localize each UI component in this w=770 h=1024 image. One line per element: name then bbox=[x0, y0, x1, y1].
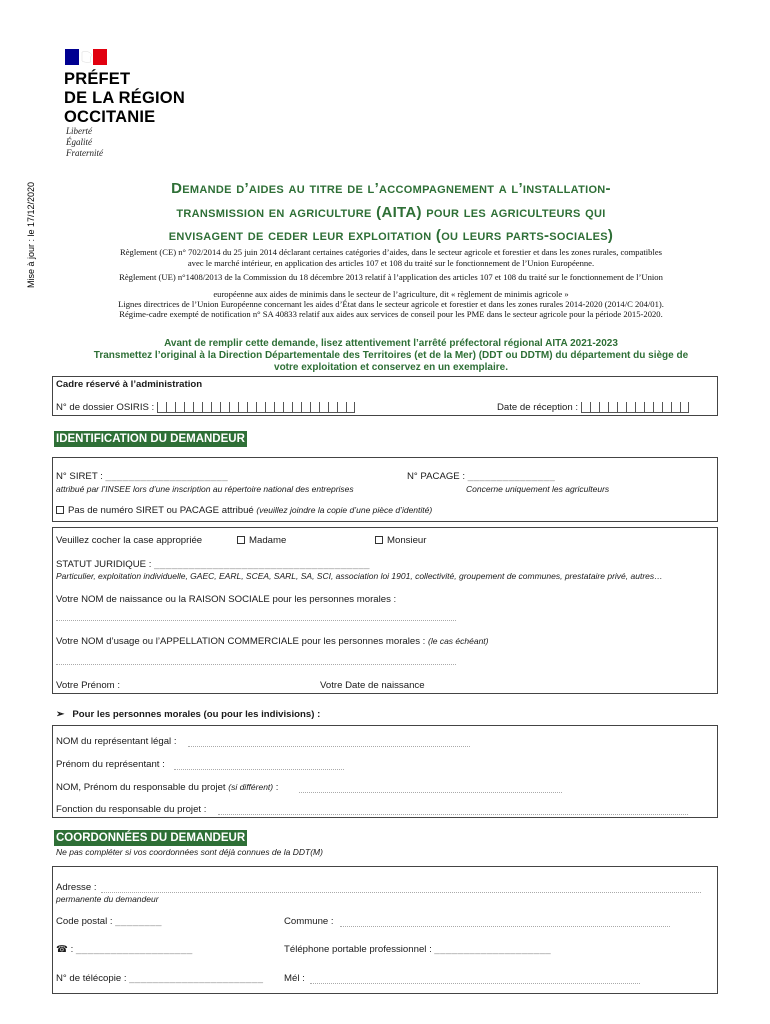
regulation-4: Régime-cadre exempté de notification n° SA 40833 relatif aux aides aux services de conseil pour les PME dans le secteur agricole pour la période 2015-2020. bbox=[119, 309, 663, 319]
logo-line-1: PRÉFET bbox=[64, 70, 131, 88]
motto-fraternite: Fraternité bbox=[66, 148, 103, 158]
siret-note: attribué par l’INSEE lors d’une inscription au répertoire national des entreprises bbox=[56, 484, 354, 494]
personnes-morales-box bbox=[52, 725, 718, 818]
mobile-label: Téléphone portable professionnel : bbox=[284, 944, 432, 955]
telephone-field[interactable] bbox=[56, 944, 193, 956]
admin-heading: Cadre réservé à l’administration bbox=[56, 379, 203, 390]
nom-usage-input[interactable] bbox=[56, 664, 456, 665]
representant-nom-input[interactable] bbox=[188, 746, 470, 747]
motto-egalite: Égalité bbox=[66, 137, 92, 147]
monsieur-label: Monsieur bbox=[387, 535, 427, 546]
no-number-note: (veuillez joindre la copie d’une pièce d’identité) bbox=[256, 505, 433, 515]
responsable-nom-field[interactable]: NOM, Prénom du responsable du projet (si différent) : bbox=[56, 782, 278, 794]
naissance-label: Votre Date de naissance bbox=[320, 680, 425, 691]
osiris-label: N° de dossier OSIRIS : bbox=[56, 402, 155, 414]
prefet-logo-text bbox=[64, 70, 185, 127]
no-number-option[interactable] bbox=[56, 505, 432, 517]
nom-usage-field bbox=[56, 636, 489, 648]
representant-prenom-input[interactable] bbox=[174, 769, 344, 770]
notice-line-2: Transmettez l’original à la Direction Départementale des Territoires (et de la Mer) (DDT ou DDTM) du département du siège de bbox=[93, 350, 689, 361]
update-date: Mise à jour : le 17/12/2020 bbox=[26, 181, 36, 288]
fax-field[interactable] bbox=[56, 973, 263, 985]
reception-cells[interactable] bbox=[581, 402, 689, 413]
logo-line-3: OCCITANIE bbox=[64, 108, 156, 126]
commune-label: Commune : bbox=[284, 916, 334, 927]
code-postal-field[interactable] bbox=[56, 916, 162, 928]
regulation-2b: européenne aux aides de minimis dans le secteur de l’agriculture, dit « règlement de minimis agricole » bbox=[213, 289, 569, 299]
no-number-label: Pas de numéro SIRET ou PACAGE attribué bbox=[68, 505, 254, 516]
logo-line-2: DE LA RÉGION bbox=[64, 89, 185, 107]
representant-nom-field[interactable] bbox=[56, 736, 177, 748]
siret-box bbox=[52, 457, 718, 522]
section-identification: IDENTIFICATION DU DEMANDEUR bbox=[56, 433, 245, 445]
notice-line-1: Avant de remplir cette demande, lisez attentivement l’arrêté préfectoral régional AITA 2021-2023 bbox=[164, 338, 618, 349]
code-postal-label: Code postal : bbox=[56, 916, 113, 927]
statut-label: STATUT JURIDIQUE : bbox=[56, 559, 152, 570]
madame-option[interactable] bbox=[237, 535, 286, 547]
mobile-input[interactable]: ____________________ bbox=[434, 944, 552, 955]
mel-input[interactable] bbox=[310, 983, 640, 984]
telephone-colon: : bbox=[70, 944, 74, 955]
prenom-label: Votre Prénom : bbox=[56, 680, 120, 691]
siret-field[interactable] bbox=[56, 471, 228, 483]
pacage-input[interactable]: _______________ bbox=[467, 471, 556, 482]
nom-naissance-input[interactable] bbox=[56, 620, 456, 621]
siret-label: N° SIRET : bbox=[56, 471, 103, 482]
republic-motto bbox=[66, 126, 103, 159]
coordonnees-note: Ne pas compléter si vos coordonnées sont déjà connues de la DDT(M) bbox=[56, 847, 323, 857]
pacage-field[interactable] bbox=[407, 471, 555, 483]
siret-input[interactable]: _____________________ bbox=[105, 471, 229, 482]
mobile-field[interactable] bbox=[284, 944, 551, 956]
reception-label: Date de réception : bbox=[497, 402, 579, 414]
responsable-nom-input[interactable] bbox=[299, 792, 562, 793]
form-title-line-2: transmission en agriculture (AITA) pour les agriculteurs qui bbox=[176, 204, 606, 221]
madame-checkbox[interactable] bbox=[237, 536, 245, 544]
regulation-1: Règlement (CE) n° 702/2014 du 25 juin 2014 déclarant certaines catégories d’aides, dans le secteur agricole et forestier et dans les zones rurales, compatibles bbox=[119, 247, 663, 257]
statut-note: Particulier, exploitation individuelle, GAEC, EARL, SCEA, SARL, SA, SCI, association loi 1901, collectivité, groupement de communes, prestataire privé, autres… bbox=[56, 571, 663, 581]
motto-liberte: Liberté bbox=[66, 126, 92, 136]
identity-box bbox=[52, 527, 718, 694]
responsable-fonction-input[interactable] bbox=[218, 814, 688, 815]
statut-field[interactable] bbox=[56, 559, 370, 571]
form-title-line-3: envisagent de ceder leur exploitation (ou leurs parts-sociales) bbox=[168, 227, 614, 244]
mel-label: Mél : bbox=[284, 973, 305, 984]
representant-prenom-field[interactable] bbox=[56, 759, 165, 771]
admin-box bbox=[52, 376, 718, 416]
arrow-bullet-icon: ➢ bbox=[56, 709, 65, 720]
adresse-note: permanente du demandeur bbox=[56, 894, 159, 904]
personnes-morales-heading bbox=[56, 709, 320, 721]
regulation-1b: avec le marché intérieur, en application des articles 107 et 108 du traité sur le fonctionnement de l’Union Européenne. bbox=[187, 258, 595, 268]
representant-nom-label: NOM du représentant légal : bbox=[56, 736, 177, 747]
monsieur-checkbox[interactable] bbox=[375, 536, 383, 544]
statut-input[interactable]: _____________________________________ bbox=[154, 559, 371, 570]
nom-usage-label: Votre NOM d’usage ou l’APPELLATION COMMERCIALE pour les personnes morales : bbox=[56, 636, 426, 647]
monsieur-option[interactable] bbox=[375, 535, 426, 547]
adresse-input[interactable] bbox=[101, 892, 701, 893]
marianne-flag-logo bbox=[65, 49, 107, 65]
personnes-morales-heading-text: Pour les personnes morales (ou pour les indivisions) : bbox=[72, 709, 321, 720]
pacage-label: N° PACAGE : bbox=[407, 471, 466, 482]
civility-prompt: Veuillez cocher la case appropriée bbox=[56, 535, 203, 546]
osiris-field[interactable] bbox=[56, 402, 355, 414]
no-number-checkbox[interactable] bbox=[56, 506, 64, 514]
nom-naissance-label: Votre NOM de naissance ou la RAISON SOCIALE pour les personnes morales : bbox=[56, 594, 397, 605]
telephone-icon: ☎ bbox=[56, 944, 68, 955]
telephone-input[interactable]: ____________________ bbox=[75, 944, 193, 955]
responsable-nom-note: (si différent) bbox=[228, 782, 274, 792]
form-title-line-1: Demande d’aides au titre de l’accompagnement a l’installation- bbox=[171, 180, 611, 197]
responsable-fonction-field[interactable]: Fonction du responsable du projet : bbox=[56, 804, 206, 816]
reception-date-field[interactable] bbox=[497, 402, 689, 414]
coordonnees-box bbox=[52, 866, 718, 994]
responsable-fonction-label: Fonction du responsable du projet bbox=[56, 804, 202, 815]
nom-usage-note: (le cas échéant) bbox=[428, 636, 489, 646]
mel-field[interactable] bbox=[284, 973, 305, 985]
regulation-3: Lignes directrices de l’Union Européenne concernant les aides d’État dans le secteur agricole et forestier et dans les zones rurales 2014-2020 (2014/C 204/01). bbox=[118, 299, 664, 309]
fax-label: N° de télécopie : bbox=[56, 973, 127, 984]
commune-field[interactable] bbox=[284, 916, 334, 928]
pacage-note: Concerne uniquement les agriculteurs bbox=[466, 484, 610, 494]
responsable-nom-label: NOM, Prénom du responsable du projet bbox=[56, 782, 226, 793]
regulation-2: Règlement (UE) n°1408/2013 de la Commission du 18 décembre 2013 relatif à l’application des articles 107 et 108 du traité sur le fonctionnement de l’Union bbox=[119, 272, 663, 282]
section-coordonnees: COORDONNÉES DU DEMANDEUR bbox=[56, 832, 246, 844]
adresse-label: Adresse : bbox=[56, 882, 97, 893]
fax-input[interactable]: _______________________ bbox=[129, 973, 264, 984]
osiris-cells[interactable] bbox=[157, 402, 355, 413]
notice-line-3: votre exploitation et conservez en un exemplaire. bbox=[274, 362, 508, 373]
commune-input[interactable] bbox=[340, 926, 670, 927]
madame-label: Madame bbox=[249, 535, 287, 546]
representant-prenom-label: Prénom du représentant : bbox=[56, 759, 165, 770]
code-postal-input[interactable]: ________ bbox=[115, 916, 162, 927]
